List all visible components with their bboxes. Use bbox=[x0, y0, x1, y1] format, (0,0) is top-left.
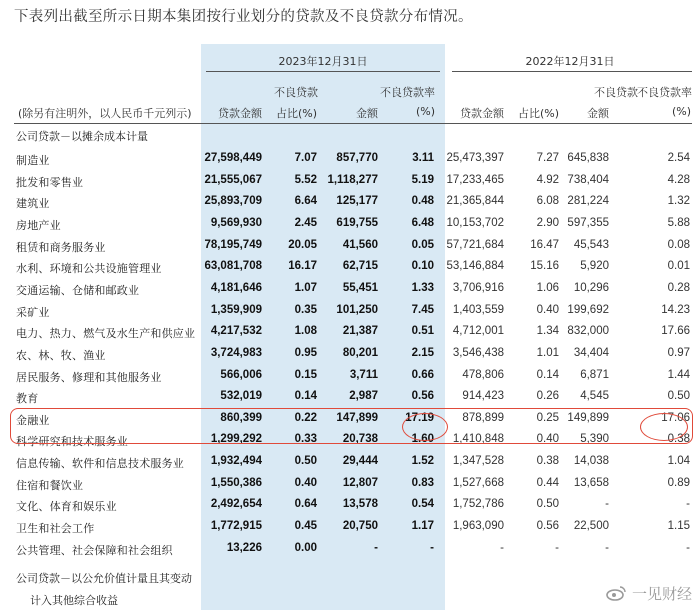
npl-rate-2022: 0.08 bbox=[667, 238, 690, 251]
npl-rate-2023: 0.05 bbox=[411, 238, 434, 251]
npl-rate-2022: 1.32 bbox=[667, 195, 690, 208]
npl-amount-2023: 2,987 bbox=[349, 390, 378, 403]
npl-amount-2022: 597,355 bbox=[567, 216, 609, 229]
npl-rate-2022: 1.15 bbox=[667, 520, 690, 533]
npl-rate-2023: 17.19 bbox=[405, 411, 434, 424]
share-pct-2023: 0.95 bbox=[294, 346, 317, 359]
table-row bbox=[0, 301, 700, 325]
npl-amount-2023: 147,899 bbox=[336, 411, 378, 424]
section-fair-value-line1: 公司贷款－以公允价值计量且其变动 bbox=[16, 572, 192, 585]
col-rate-bottom-current: (%) bbox=[415, 105, 435, 118]
loan-amount-2022: 1,527,668 bbox=[452, 476, 504, 489]
loan-amount-2022: 1,347,528 bbox=[452, 455, 504, 468]
npl-amount-2022: - bbox=[605, 541, 609, 554]
npl-rate-2022: 5.88 bbox=[667, 216, 690, 229]
npl-amount-2022: 13,658 bbox=[573, 476, 609, 489]
share-pct-2022: 4.92 bbox=[536, 173, 559, 186]
npl-amount-2022: 34,404 bbox=[573, 346, 609, 359]
npl-amount-2022: 149,899 bbox=[567, 411, 609, 424]
npl-rate-2022: 4.28 bbox=[667, 173, 690, 186]
npl-amount-2022: 199,692 bbox=[567, 303, 609, 316]
col-npl-top-prev: 不良贷款 bbox=[594, 86, 638, 99]
share-pct-2023: 0.40 bbox=[294, 476, 317, 489]
loan-amount-2022: 878,899 bbox=[462, 411, 504, 424]
industry-label: 科学研究和技术服务业 bbox=[16, 435, 128, 449]
loan-amount-2023: 1,359,909 bbox=[210, 303, 262, 316]
table-row bbox=[0, 452, 700, 476]
loan-amount-2023: 78,195,749 bbox=[204, 238, 262, 251]
section-amortized-cost: 公司贷款－以摊余成本计量 bbox=[16, 130, 148, 143]
loan-amount-2022: 1,403,559 bbox=[452, 303, 504, 316]
industry-label: 公共管理、社会保障和社会组织 bbox=[16, 543, 173, 557]
loan-amount-2023: 9,569,930 bbox=[210, 216, 262, 229]
industry-label: 卫生和社会工作 bbox=[16, 522, 95, 536]
share-pct-2022: 0.26 bbox=[536, 390, 559, 403]
intro-text: 下表列出截至所示日期本集团按行业划分的贷款及不良贷款分布情况。 bbox=[14, 9, 473, 25]
npl-rate-2023: 1.17 bbox=[411, 520, 434, 533]
share-pct-2022: 0.25 bbox=[536, 411, 559, 424]
npl-amount-2023: 20,738 bbox=[342, 433, 378, 446]
loan-amount-2022: 914,423 bbox=[462, 390, 504, 403]
industry-label: 交通运输、仓储和邮政业 bbox=[16, 283, 140, 297]
npl-rate-2023: 1.33 bbox=[411, 281, 434, 294]
industry-label: 电力、热力、燃气及水生产和供应业 bbox=[16, 327, 196, 341]
loan-amount-2023: 1,772,915 bbox=[210, 520, 262, 533]
col-rate-bottom-prev: (%) bbox=[671, 105, 691, 118]
loan-amount-2023: 13,226 bbox=[226, 541, 262, 554]
npl-amount-2023: 125,177 bbox=[336, 195, 378, 208]
npl-amount-2022: 281,224 bbox=[567, 195, 609, 208]
industry-label: 文化、体育和娱乐业 bbox=[16, 500, 117, 514]
loan-amount-2023: 1,932,494 bbox=[210, 455, 262, 468]
table-row bbox=[0, 474, 700, 498]
industry-label: 水利、环境和公共设施管理业 bbox=[16, 262, 162, 276]
npl-amount-2022: 5,390 bbox=[580, 433, 609, 446]
watermark-text: 一见财经 bbox=[631, 585, 692, 603]
share-pct-2022: 0.14 bbox=[536, 368, 559, 381]
share-pct-2022: 0.40 bbox=[536, 433, 559, 446]
share-pct-2022: 0.50 bbox=[536, 498, 559, 511]
loan-amount-2022: 1,410,848 bbox=[452, 433, 504, 446]
npl-rate-2023: - bbox=[430, 541, 434, 554]
table-row bbox=[0, 517, 700, 541]
loan-amount-2023: 3,724,983 bbox=[210, 346, 262, 359]
npl-rate-2022: 17.06 bbox=[661, 411, 690, 424]
npl-amount-2023: 857,770 bbox=[336, 152, 378, 164]
loan-amount-2023: 566,006 bbox=[220, 368, 262, 381]
share-pct-2023: 0.22 bbox=[294, 411, 317, 424]
npl-amount-2023: 12,807 bbox=[342, 476, 378, 489]
col-pct-current: 占比(%) bbox=[275, 107, 317, 120]
loan-amount-2022: 57,721,684 bbox=[446, 238, 504, 251]
share-pct-2023: 6.64 bbox=[294, 195, 317, 208]
loan-amount-2023: 27,598,449 bbox=[204, 152, 262, 164]
unit-note: (除另有注明外，以人民币千元列示) bbox=[18, 107, 192, 120]
npl-rate-2023: 5.19 bbox=[411, 173, 434, 186]
npl-rate-2022: 0.01 bbox=[667, 260, 690, 273]
industry-label: 建筑业 bbox=[16, 197, 50, 211]
table-row bbox=[0, 214, 700, 238]
share-pct-2023: 0.33 bbox=[294, 433, 317, 446]
share-pct-2023: 5.52 bbox=[294, 173, 317, 186]
share-pct-2022: 0.40 bbox=[536, 303, 559, 316]
share-pct-2022: 0.44 bbox=[536, 476, 559, 489]
npl-rate-2022: 1.04 bbox=[667, 455, 690, 468]
npl-rate-2022: 1.44 bbox=[667, 368, 690, 381]
share-pct-2022: 6.08 bbox=[536, 195, 559, 208]
npl-rate-2022: 17.66 bbox=[661, 325, 690, 338]
npl-amount-2022: 45,543 bbox=[573, 238, 609, 251]
table-row bbox=[0, 366, 700, 390]
npl-amount-2023: 55,451 bbox=[342, 281, 378, 294]
industry-label: 信息传输、软件和信息技术服务业 bbox=[16, 457, 184, 471]
loan-amount-2022: - bbox=[500, 541, 504, 554]
table-row bbox=[0, 149, 700, 173]
weibo-logo-icon bbox=[606, 585, 626, 601]
npl-amount-2023: 80,201 bbox=[342, 346, 378, 359]
npl-rate-2023: 0.83 bbox=[411, 476, 434, 489]
table-row bbox=[0, 279, 700, 303]
industry-label: 住宿和餐饮业 bbox=[16, 478, 84, 492]
npl-amount-2023: 13,578 bbox=[342, 498, 378, 511]
table-row bbox=[0, 322, 700, 346]
share-pct-2023: 1.07 bbox=[294, 281, 317, 294]
npl-amount-2023: - bbox=[374, 541, 378, 554]
share-pct-2022: 7.27 bbox=[536, 152, 559, 164]
share-pct-2022: 16.47 bbox=[530, 238, 559, 251]
npl-rate-2022: 0.28 bbox=[667, 281, 690, 294]
npl-amount-2022: 14,038 bbox=[573, 455, 609, 468]
loan-amount-2023: 532,019 bbox=[220, 390, 262, 403]
npl-amount-2022: 10,296 bbox=[573, 281, 609, 294]
npl-rate-2023: 7.45 bbox=[411, 303, 434, 316]
industry-label: 租赁和商务服务业 bbox=[16, 240, 106, 254]
loan-amount-2022: 4,712,001 bbox=[452, 325, 504, 338]
npl-rate-2023: 6.48 bbox=[411, 216, 434, 229]
loan-amount-2022: 25,473,397 bbox=[446, 152, 504, 164]
loan-amount-2022: 17,233,465 bbox=[446, 173, 504, 186]
loan-amount-2022: 478,806 bbox=[462, 368, 504, 381]
npl-rate-2022: 0.97 bbox=[667, 346, 690, 359]
share-pct-2023: 7.07 bbox=[294, 152, 317, 164]
share-pct-2022: 1.06 bbox=[536, 281, 559, 294]
npl-amount-2022: 4,545 bbox=[580, 390, 609, 403]
npl-rate-2023: 0.51 bbox=[411, 325, 434, 338]
share-pct-2022: 0.56 bbox=[536, 520, 559, 533]
table-row bbox=[0, 539, 700, 563]
share-pct-2023: 0.00 bbox=[294, 541, 317, 554]
industry-label: 居民服务、修理和其他服务业 bbox=[16, 370, 162, 384]
npl-amount-2023: 41,560 bbox=[342, 238, 378, 251]
share-pct-2023: 20.05 bbox=[288, 238, 317, 251]
npl-amount-2023: 20,750 bbox=[342, 520, 378, 533]
col-rate-top-prev: 不良贷款率 bbox=[637, 86, 692, 99]
share-pct-2023: 0.15 bbox=[294, 368, 317, 381]
share-pct-2022: 1.34 bbox=[536, 325, 559, 338]
col-loan-current: 贷款金额 bbox=[218, 107, 262, 120]
npl-amount-2022: 832,000 bbox=[567, 325, 609, 338]
loan-amount-2022: 10,153,702 bbox=[446, 216, 504, 229]
col-pct-prev: 占比(%) bbox=[517, 107, 559, 120]
header-bottom-rule bbox=[14, 123, 692, 124]
industry-label: 制造业 bbox=[16, 154, 50, 167]
watermark bbox=[606, 583, 692, 604]
share-pct-2023: 0.14 bbox=[294, 390, 317, 403]
npl-rate-2022: 0.50 bbox=[667, 390, 690, 403]
share-pct-2022: 2.90 bbox=[536, 216, 559, 229]
prev-year-underline bbox=[452, 71, 692, 72]
col-loan-prev: 贷款金额 bbox=[460, 107, 504, 120]
npl-amount-2023: 619,755 bbox=[336, 216, 378, 229]
loan-amount-2023: 2,492,654 bbox=[210, 498, 262, 511]
share-pct-2023: 1.08 bbox=[294, 325, 317, 338]
industry-label: 金融业 bbox=[16, 413, 50, 427]
share-pct-2022: 15.16 bbox=[530, 260, 559, 273]
table-row bbox=[0, 344, 700, 368]
col-npl-top-current: 不良贷款 bbox=[274, 86, 318, 99]
npl-amount-2022: 5,920 bbox=[580, 260, 609, 273]
prev-year-header: 2022年12月31日 bbox=[525, 55, 615, 68]
current-year-underline bbox=[206, 71, 440, 72]
table-row bbox=[0, 192, 700, 216]
npl-rate-2022: - bbox=[686, 498, 690, 511]
npl-amount-2023: 21,387 bbox=[342, 325, 378, 338]
npl-rate-2023: 0.48 bbox=[411, 195, 434, 208]
share-pct-2023: 2.45 bbox=[294, 216, 317, 229]
current-year-header: 2023年12月31日 bbox=[278, 55, 368, 68]
npl-rate-2022: 0.38 bbox=[667, 433, 690, 446]
finance-row-highlight bbox=[10, 408, 693, 444]
industry-label: 教育 bbox=[16, 392, 39, 406]
npl-rate-2023: 0.56 bbox=[411, 390, 434, 403]
industry-label: 房地产业 bbox=[16, 218, 61, 232]
industry-label: 农、林、牧、渔业 bbox=[16, 348, 106, 362]
table-row bbox=[0, 495, 700, 519]
npl-amount-2023: 3,711 bbox=[349, 368, 378, 381]
npl-rate-2023: 2.15 bbox=[411, 346, 434, 359]
share-pct-2023: 0.45 bbox=[294, 520, 317, 533]
npl-rate-2023: 3.11 bbox=[412, 152, 434, 164]
share-pct-2023: 16.17 bbox=[288, 260, 317, 273]
share-pct-2023: 0.50 bbox=[294, 455, 317, 468]
npl-rate-2022: 2.54 bbox=[667, 152, 690, 164]
loan-amount-2023: 4,217,532 bbox=[210, 325, 262, 338]
loan-amount-2022: 1,963,090 bbox=[452, 520, 504, 533]
share-pct-2023: 0.64 bbox=[294, 498, 317, 511]
share-pct-2022: 0.38 bbox=[536, 455, 559, 468]
npl-amount-2022: 6,871 bbox=[580, 368, 609, 381]
table-row bbox=[0, 171, 700, 195]
npl-rate-2023: 1.60 bbox=[411, 433, 434, 446]
share-pct-2022: - bbox=[555, 541, 559, 554]
npl-rate-2023: 1.52 bbox=[411, 455, 434, 468]
industry-label: 批发和零售业 bbox=[16, 175, 84, 189]
npl-amount-2022: 738,404 bbox=[567, 173, 609, 186]
loan-amount-2022: 3,546,438 bbox=[452, 346, 504, 359]
npl-rate-2023: 0.66 bbox=[411, 368, 434, 381]
section-fair-value-line2: 计入其他综合收益 bbox=[30, 594, 118, 607]
npl-amount-2022: 645,838 bbox=[567, 152, 609, 164]
col-rate-top-current: 不良贷款率 bbox=[380, 86, 435, 99]
npl-amount-2022: - bbox=[605, 498, 609, 511]
prev-rate-circle bbox=[640, 413, 688, 441]
loan-amount-2023: 1,550,386 bbox=[210, 476, 262, 489]
loan-amount-2022: 53,146,884 bbox=[446, 260, 504, 273]
npl-amount-2022: 22,500 bbox=[573, 520, 609, 533]
loan-amount-2023: 1,299,292 bbox=[210, 433, 262, 446]
loan-amount-2023: 21,555,067 bbox=[204, 173, 262, 186]
current-rate-circle bbox=[402, 413, 448, 441]
loan-amount-2022: 3,706,916 bbox=[452, 281, 504, 294]
loan-amount-2023: 63,081,708 bbox=[204, 260, 262, 273]
share-pct-2023: 0.35 bbox=[294, 303, 317, 316]
col-npl-bottom-prev: 金额 bbox=[587, 107, 609, 120]
npl-rate-2022: 0.89 bbox=[667, 476, 690, 489]
npl-rate-2023: 0.10 bbox=[411, 260, 434, 273]
loan-amount-2022: 21,365,844 bbox=[446, 195, 504, 208]
loan-amount-2023: 4,181,646 bbox=[210, 281, 262, 294]
industry-label: 采矿业 bbox=[16, 305, 50, 319]
loan-amount-2023: 25,893,709 bbox=[204, 195, 262, 208]
npl-amount-2023: 101,250 bbox=[336, 303, 378, 316]
npl-amount-2023: 29,444 bbox=[342, 455, 378, 468]
loan-amount-2022: 1,752,786 bbox=[452, 498, 504, 511]
table-row bbox=[0, 236, 700, 260]
table-row bbox=[0, 257, 700, 281]
npl-rate-2023: 0.54 bbox=[411, 498, 434, 511]
npl-rate-2022: - bbox=[686, 541, 690, 554]
npl-rate-2022: 14.23 bbox=[661, 303, 690, 316]
col-npl-bottom-current: 金额 bbox=[356, 107, 378, 120]
loan-amount-2023: 860,399 bbox=[220, 411, 262, 424]
share-pct-2022: 1.01 bbox=[536, 346, 559, 359]
npl-amount-2023: 1,118,277 bbox=[327, 173, 378, 186]
npl-amount-2023: 62,715 bbox=[342, 260, 378, 273]
